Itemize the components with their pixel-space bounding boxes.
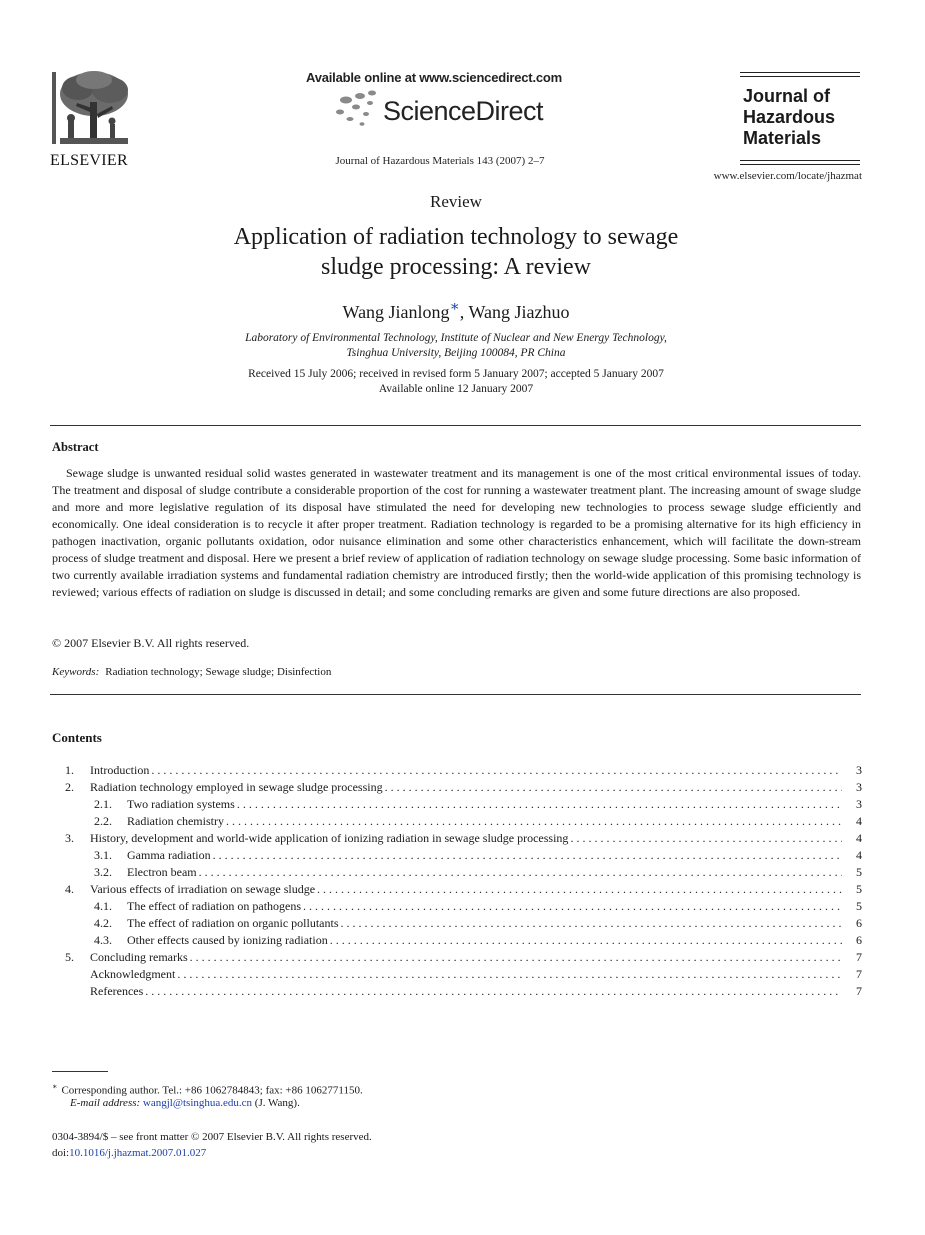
toc-label: Other effects caused by ionizing radiation	[127, 933, 328, 947]
journal-citation: Journal of Hazardous Materials 143 (2007) 2–7	[335, 155, 545, 167]
issn-line: 0304-3894/$ – see front matter © 2007 Elsevier B.V. All rights reserved.	[52, 1131, 372, 1143]
toc-page: 4	[856, 831, 862, 845]
journal-logo-rule	[740, 76, 860, 77]
toc-label: Various effects of irradiation on sewage sludge	[90, 882, 316, 896]
toc-page: 5	[856, 899, 862, 913]
toc-leader	[190, 949, 842, 966]
article-dates	[0, 367, 912, 397]
abstract-heading: Abstract	[52, 440, 99, 454]
toc-number: 4.3.	[94, 933, 112, 947]
toc-item[interactable]	[52, 915, 862, 932]
toc-number: 3.2.	[94, 865, 112, 879]
toc-leader	[226, 813, 842, 830]
article-title-line: sludge processing: A review	[321, 254, 591, 280]
journal-logo-rule	[740, 72, 860, 73]
journal-logo-line: Materials	[743, 128, 822, 148]
toc-item[interactable]	[52, 881, 862, 898]
toc-item[interactable]	[52, 830, 862, 847]
keywords	[52, 666, 331, 678]
email-label: E-mail address:	[70, 1097, 141, 1109]
toc-leader	[145, 983, 842, 1000]
toc-page: 4	[856, 814, 862, 828]
author-name: Wang Jianlong	[342, 302, 450, 322]
toc-leader	[303, 898, 842, 915]
doi-prefix: doi:	[52, 1147, 70, 1159]
article-type: Review	[430, 192, 482, 211]
toc-number: 5.	[65, 950, 74, 964]
email-link[interactable]: wangjl@tsinghua.edu.cn	[142, 1097, 253, 1109]
toc-item[interactable]	[52, 813, 862, 830]
toc-leader	[385, 779, 842, 796]
toc-number: 4.1.	[94, 899, 112, 913]
sciencedirect-dots-icon	[330, 88, 380, 128]
toc-leader	[237, 796, 842, 813]
elsevier-wordmark: ELSEVIER	[50, 152, 128, 169]
journal-logo	[743, 86, 835, 149]
toc-item[interactable]	[52, 864, 862, 881]
toc-number: 3.	[65, 831, 74, 845]
toc-label: Acknowledgment	[90, 967, 176, 981]
toc-label: Two radiation systems	[127, 797, 235, 811]
toc-number: 3.1.	[94, 848, 112, 862]
divider	[50, 694, 861, 695]
abstract-text: Sewage sludge is unwanted residual solid wastes generated in wastewater treatment and its management is one of the most critical environmental issues of today. The treatment and disposal of sludge contribute a considerable proportion of the cost for running a wastewater treatment plant. The increasing amount of swage sludge and more and more legislative regulation of its disposal have stimulated the need for developing new technologies to process sewage sludge efficiently and economically. One ideal consideration is to recycle it after proper treatment. Radiation technology is regarded to be a promising alternative for its high efficiency in pathogen inactivation, organic pollutants oxidation, odor nuisance elimination and some other characteristics enhancement, which will facilitate the down-stream process of sludge treatment and disposal. Here we present a brief review of application of radiation technology on sewage sludge processing. Some basic information of two currently available irradiation systems and fundamental radiation chemistry are introduced firstly; then the world-wide application of this promising technology is reviewed; various effects of radiation on sludge is discussed in detail; and some concluding remarks are given and some future directions are also proposed.	[52, 466, 861, 599]
toc-label: History, development and world-wide application of ionizing radiation in sewage sludge processing	[90, 831, 569, 845]
email-suffix: (J. Wang).	[252, 1097, 300, 1109]
toc-leader	[341, 915, 843, 932]
toc-label: Electron beam	[127, 865, 197, 879]
email-footnote	[70, 1095, 300, 1111]
toc-page: 4	[856, 848, 862, 862]
keywords-label: Keywords:	[52, 666, 100, 678]
toc-page: 3	[856, 797, 862, 811]
toc-leader	[177, 966, 842, 983]
table-of-contents	[52, 762, 862, 1000]
toc-page: 6	[856, 916, 862, 930]
footnote-text: Corresponding author. Tel.: +86 1062784843; fax: +86 1062771150.	[61, 1084, 363, 1097]
journal-logo-line: Hazardous	[743, 107, 836, 127]
toc-page: 3	[856, 763, 862, 777]
toc-label: Radiation technology employed in sewage sludge processing	[90, 780, 383, 794]
toc-item[interactable]	[52, 847, 862, 864]
toc-leader	[317, 881, 842, 898]
received-dates: Received 15 July 2006; received in revised form 5 January 2007; accepted 5 January 2007	[248, 368, 664, 380]
toc-label: Gamma radiation	[127, 848, 211, 862]
toc-item[interactable]	[52, 796, 862, 813]
toc-page: 7	[856, 984, 862, 998]
toc-leader	[570, 830, 842, 847]
corresponding-author-link[interactable]: ∗	[449, 299, 460, 315]
toc-label: References	[90, 984, 144, 998]
journal-logo-line: Journal of	[743, 86, 831, 106]
available-online-date: Available online 12 January 2007	[378, 383, 534, 395]
toc-label: Radiation chemistry	[127, 814, 224, 828]
doi-line	[52, 1145, 206, 1161]
toc-label: Concluding remarks	[90, 950, 188, 964]
toc-page: 6	[856, 933, 862, 947]
affiliation-line: Tsinghua University, Beijing 100084, PR China	[346, 347, 566, 359]
toc-page: 3	[856, 780, 862, 794]
abstract-body	[52, 465, 861, 601]
journal-url-link[interactable]: www.elsevier.com/locate/jhazmat	[713, 170, 862, 182]
toc-label: The effect of radiation on organic pollutants	[127, 916, 339, 930]
toc-number: 2.1.	[94, 797, 112, 811]
affiliation	[0, 331, 912, 361]
toc-item[interactable]	[52, 762, 862, 779]
toc-item[interactable]	[52, 932, 862, 949]
author-list	[0, 297, 912, 323]
abstract-copyright: © 2007 Elsevier B.V. All rights reserved.	[52, 636, 250, 650]
keywords-list: Radiation technology; Sewage sludge; Disinfection	[105, 666, 332, 678]
toc-item[interactable]	[52, 949, 862, 966]
doi-link[interactable]: 10.1016/j.jhazmat.2007.01.027	[69, 1147, 207, 1159]
toc-number: 4.	[65, 882, 74, 896]
toc-item[interactable]	[52, 966, 862, 983]
article-title-line: Application of radiation technology to sewage	[233, 224, 679, 250]
toc-label: Introduction	[90, 763, 150, 777]
author-name: Wang Jiazhuo	[468, 302, 570, 322]
toc-leader	[151, 762, 842, 779]
toc-page: 7	[856, 967, 862, 981]
toc-number: 1.	[65, 763, 74, 777]
toc-page: 5	[856, 865, 862, 879]
affiliation-line: Laboratory of Environmental Technology, Institute of Nuclear and New Energy Technology,	[245, 332, 667, 344]
toc-item[interactable]	[52, 898, 862, 915]
toc-leader	[213, 847, 842, 864]
toc-page: 5	[856, 882, 862, 896]
toc-number: 2.2.	[94, 814, 112, 828]
toc-page: 7	[856, 950, 862, 964]
footnote-star: ∗	[52, 1082, 58, 1091]
toc-leader	[199, 864, 842, 881]
toc-label: The effect of radiation on pathogens	[127, 899, 302, 913]
contents-heading: Contents	[52, 730, 102, 745]
journal-logo-rule	[740, 164, 860, 165]
footnote-rule	[52, 1071, 108, 1072]
toc-number: 4.2.	[94, 916, 112, 930]
author-separator: ,	[459, 302, 469, 322]
article-title	[0, 222, 912, 282]
sciencedirect-logo: ScienceDirect	[383, 96, 544, 126]
toc-item[interactable]	[52, 983, 862, 1000]
divider	[50, 425, 861, 426]
sciencedirect-available-online[interactable]: Available online at www.sciencedirect.com	[306, 70, 562, 85]
journal-logo-rule	[740, 160, 860, 161]
toc-leader	[330, 932, 842, 949]
toc-number: 2.	[65, 780, 74, 794]
toc-item[interactable]	[52, 779, 862, 796]
